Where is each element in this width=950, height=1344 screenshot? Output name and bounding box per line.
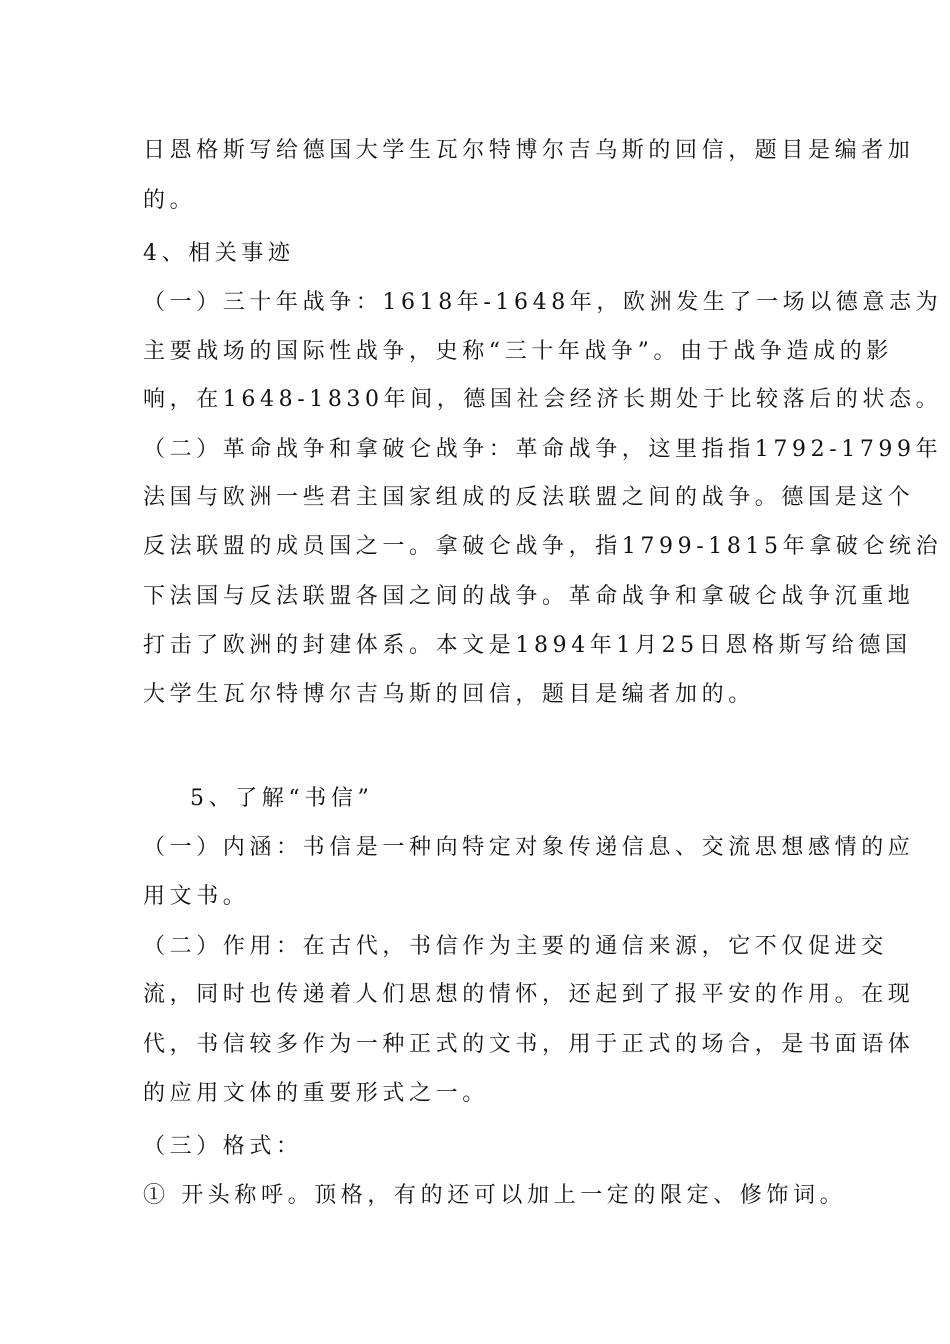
paragraph-line: 日恩格斯写给德国大学生瓦尔特博尔吉乌斯的回信，题目是编者加	[143, 138, 915, 163]
paragraph-line: 用文书。	[143, 884, 250, 909]
paragraph-line: （一）三十年战争：1618年-1648年，欧洲发生了一场以德意志为	[143, 290, 943, 315]
section-heading: 4、相关事迹	[143, 241, 295, 266]
paragraph-line: 的。	[143, 188, 197, 213]
paragraph-line: 大学生瓦尔特博尔吉乌斯的回信，题目是编者加的。	[143, 682, 755, 707]
paragraph-line: （二）革命战争和拿破仑战争：革命战争，这里指指1792-1799年	[143, 437, 943, 462]
paragraph-line: 响，在1648-1830年间，德国社会经济长期处于比较落后的状态。	[143, 387, 943, 412]
paragraph-line: 主要战场的国际性战争，史称“三十年战争”。由于战争造成的影	[143, 339, 893, 364]
paragraph-line: 代，书信较多作为一种正式的文书，用于正式的场合，是书面语体	[143, 1032, 915, 1057]
paragraph-line: （一）内涵：书信是一种向特定对象传递信息、交流思想感情的应	[143, 835, 915, 860]
paragraph-line: （二）作用：在古代，书信作为主要的通信来源，它不仅促进交	[143, 934, 888, 959]
paragraph-line: 打击了欧洲的封建体系。本文是1894年1月25日恩格斯写给德国	[143, 633, 912, 658]
section-heading: 5、了解“书信”	[190, 786, 374, 811]
paragraph-line: 的应用文体的重要形式之一。	[143, 1081, 489, 1106]
paragraph-line: 流，同时也传递着人们思想的情怀，还起到了报平安的作用。在现	[143, 982, 915, 1007]
paragraph-line: 反法联盟的成员国之一。拿破仑战争，指1799-1815年拿破仑统治	[143, 534, 943, 559]
paragraph-line: 下法国与反法联盟各国之间的战争。革命战争和拿破仑战争沉重地	[143, 584, 915, 609]
list-item: ① 开头称呼。顶格，有的还可以加上一定的限定、修饰词。	[143, 1183, 847, 1208]
paragraph-line: 法国与欧洲一些君主国家组成的反法联盟之间的战争。德国是这个	[143, 485, 915, 510]
paragraph-line: （三）格式：	[143, 1134, 303, 1159]
